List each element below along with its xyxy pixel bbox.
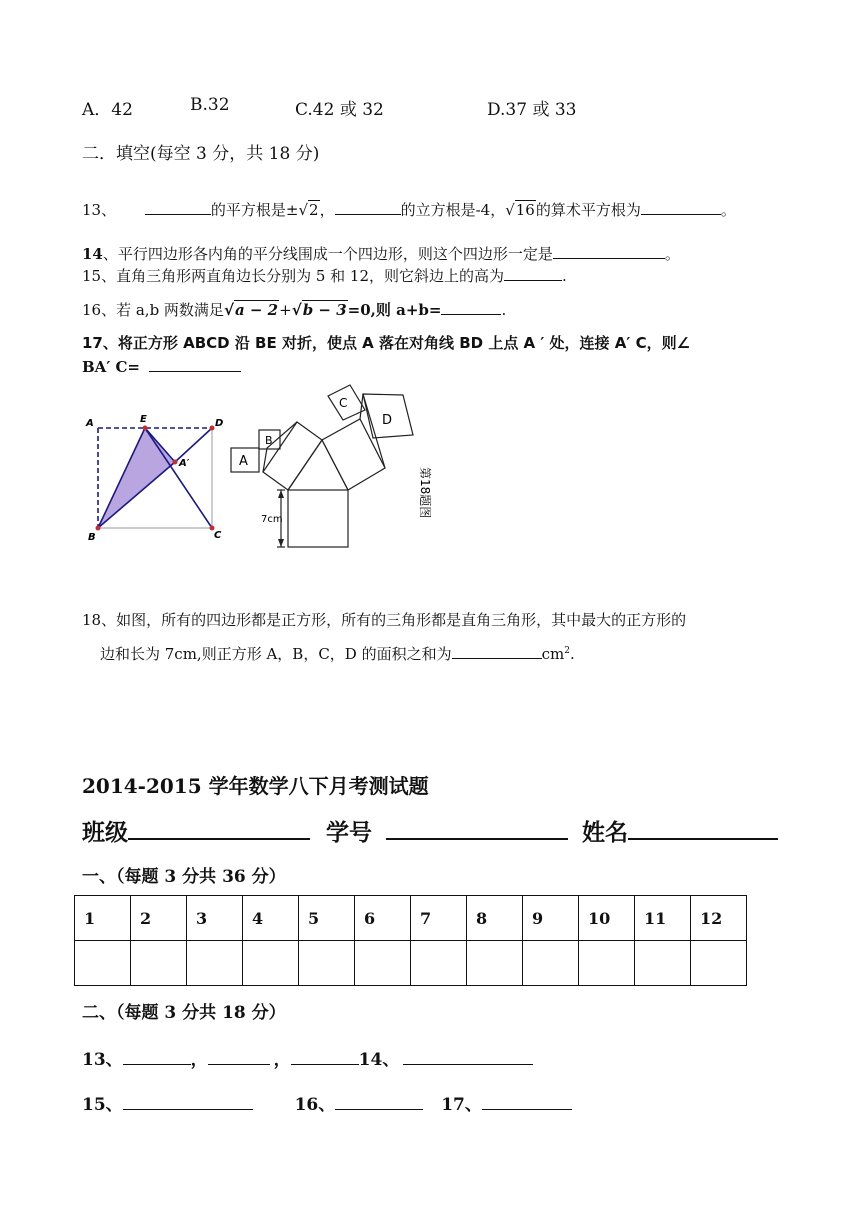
answer-cell[interactable] [635, 941, 691, 986]
q13-end: 。 [720, 201, 736, 219]
grid-number: 2 [131, 896, 187, 941]
sqrt-b-minus-3: √b − 3 [291, 301, 347, 319]
q13-blank-1[interactable] [145, 200, 211, 215]
row-13-number: 13、 [82, 1050, 123, 1070]
label-d: D [215, 418, 224, 429]
option-a: A．42 [82, 100, 133, 120]
class-field[interactable] [128, 816, 310, 840]
q13-blank-2[interactable] [335, 200, 401, 215]
q18-unit-superscript: 2 [564, 646, 570, 656]
label-square-a: A [239, 454, 248, 469]
q13-number: 13、 [82, 201, 117, 219]
answer-17-blank[interactable] [482, 1095, 572, 1110]
q14-text: 、平行四边形各内角的平分线围成一个四边形，则这个四边形一定是 [102, 245, 553, 263]
answer-cell[interactable] [467, 941, 523, 986]
q13-text-4: 的算术平方根为 [535, 201, 641, 219]
label-a-prime: A′ [179, 458, 190, 469]
row-14-number: 14、 [358, 1050, 400, 1070]
sqrt-2: √2 [298, 201, 319, 219]
q15-text: 15、直角三角形两直角边长分别为 5 和 12，则它斜边上的高为 [82, 267, 505, 285]
answer-grid-number-row [75, 896, 747, 941]
label-square-b: B [265, 434, 273, 447]
answer-14-blank[interactable] [403, 1050, 533, 1065]
answer-grid-answer-row [75, 941, 747, 986]
sqrt-16: √16 [505, 201, 535, 219]
answer-sheet-title: 2014-2015 学年数学八下月考测试题 [82, 774, 429, 798]
label-square-d: D [382, 413, 393, 428]
q17-blank[interactable] [149, 357, 241, 372]
q16-end: . [501, 301, 507, 319]
comma: ， [273, 1050, 291, 1070]
label-e: E [140, 414, 147, 425]
label-square-c: C [339, 396, 348, 410]
q13-blank-3[interactable] [641, 200, 721, 215]
q17-text: BA′ C= [82, 358, 141, 376]
question-18-line-2 [100, 643, 575, 664]
option-c: C.42 或 32 [295, 100, 384, 120]
name-label: 姓名 [582, 820, 629, 846]
answer-16-blank[interactable] [335, 1095, 423, 1110]
option-b: B.32 [190, 95, 230, 115]
grid-number: 5 [299, 896, 355, 941]
label-b: B [88, 532, 96, 543]
q14-end: 。 [664, 245, 680, 263]
answer-part-1-heading: 一、（每题 3 分共 36 分） [82, 867, 286, 887]
grid-number: 11 [635, 896, 691, 941]
row-16-number: 16、 [294, 1095, 336, 1115]
q18-blank[interactable] [452, 644, 542, 659]
question-17-line-2 [82, 357, 241, 376]
q18-end: . [569, 645, 575, 663]
section-heading-fill-in: 二．填空(每空 3 分，共 18 分) [82, 144, 320, 164]
grid-number: 12 [691, 896, 747, 941]
answer-part-2-heading: 二、（每题 3 分共 18 分） [82, 1003, 286, 1023]
answer-row-15-17 [82, 1090, 572, 1115]
q14-number: 14 [82, 245, 103, 263]
q13-text-1: 的平方根是± [210, 201, 299, 219]
grid-number: 7 [411, 896, 467, 941]
answer-13-blank-1[interactable] [123, 1050, 191, 1065]
q15-blank[interactable] [504, 266, 562, 281]
figure-q18-pythagoras-squares [225, 382, 440, 554]
student-id-label: 学号 [326, 820, 373, 846]
answer-cell[interactable] [579, 941, 635, 986]
question-13 [82, 199, 736, 220]
question-14 [82, 243, 680, 264]
answer-cell[interactable] [187, 941, 243, 986]
answer-row-13-14 [82, 1045, 533, 1070]
question-15 [82, 265, 567, 286]
question-18-line-1: 18、如图，所有的四边形都是正方形，所有的三角形都是直角三角形，其中最大的正方形的 [82, 611, 687, 629]
grid-number: 4 [243, 896, 299, 941]
row-15-number: 15、 [82, 1095, 123, 1115]
option-d: D.37 或 33 [487, 100, 577, 120]
q15-end: . [562, 267, 567, 285]
answer-15-blank[interactable] [123, 1095, 253, 1110]
q18-text: 边和长为 7cm,则正方形 A，B，C，D 的面积之和为 [100, 645, 452, 663]
label-c: C [214, 530, 222, 541]
question-16 [82, 299, 506, 320]
row-17-number: 17、 [441, 1095, 482, 1115]
q16-text-pre: 16、若 a,b 两数满足 [82, 301, 224, 319]
grid-number: 10 [579, 896, 635, 941]
answer-13-blank-3[interactable] [291, 1050, 359, 1065]
question-17-line-1: 17、将正方形 ABCD 沿 BE 对折，使点 A 落在对角线 BD 上点 A ′ 处，连接 A′ C，则∠ [82, 334, 691, 352]
answer-13-blank-2[interactable] [208, 1050, 270, 1065]
answer-cell[interactable] [523, 941, 579, 986]
answer-cell[interactable] [299, 941, 355, 986]
comma: ， [190, 1050, 208, 1070]
answer-cell[interactable] [131, 941, 187, 986]
answer-cell[interactable] [355, 941, 411, 986]
answer-grid [74, 895, 747, 986]
q13-text-2: ， [319, 201, 335, 219]
grid-number: 8 [467, 896, 523, 941]
student-info-row [82, 814, 778, 847]
student-id-field[interactable] [386, 816, 568, 840]
figure-q17-square-fold [80, 410, 230, 550]
q13-text-3: 的立方根是-4， [400, 201, 506, 219]
q16-plus: + [279, 301, 292, 319]
q18-unit: cm [541, 645, 565, 663]
answer-cell[interactable] [411, 941, 467, 986]
grid-number: 6 [355, 896, 411, 941]
q16-text-post: =0,则 a+b= [347, 301, 442, 319]
label-length: 7cm [261, 514, 283, 525]
class-label: 班级 [82, 820, 128, 846]
answer-cell[interactable] [75, 941, 131, 986]
grid-number: 9 [523, 896, 579, 941]
sqrt-a-minus-2: √a − 2 [223, 301, 279, 319]
figure-caption: 第18题图 [418, 467, 432, 519]
answer-cell[interactable] [691, 941, 747, 986]
grid-number: 1 [75, 896, 131, 941]
label-a: A [86, 418, 94, 429]
q14-blank[interactable] [553, 244, 665, 259]
answer-cell[interactable] [243, 941, 299, 986]
name-field[interactable] [628, 816, 778, 840]
q16-blank[interactable] [441, 300, 501, 315]
grid-number: 3 [187, 896, 243, 941]
